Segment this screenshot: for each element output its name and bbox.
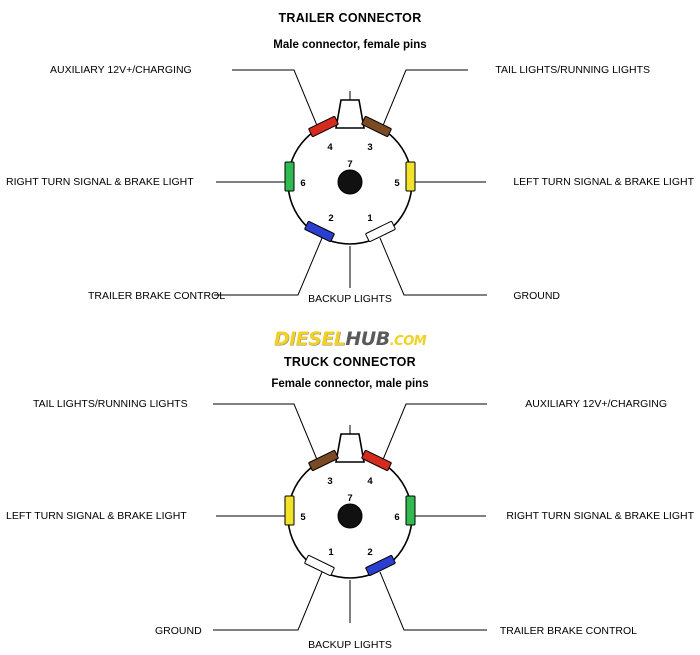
trailer-connector-group <box>6 11 695 305</box>
trailer-label-brake-control: TRAILER BRAKE CONTROL <box>88 290 226 302</box>
trailer-label-aux: AUXILIARY 12V+/CHARGING <box>50 64 192 76</box>
truck-pin-7-number: 7 <box>347 493 353 504</box>
trailer-subtitle: Male connector, female pins <box>273 39 427 51</box>
truck-label-backup: BACKUP LIGHTS <box>308 639 392 651</box>
truck-label-right-turn: RIGHT TURN SIGNAL & BRAKE LIGHT <box>506 510 694 522</box>
trailer-pin-7-center <box>338 170 362 194</box>
trailer-pin-7-number: 7 <box>347 159 353 170</box>
trailer-pin-5-number: 5 <box>394 178 400 189</box>
trailer-label-right-turn: RIGHT TURN SIGNAL & BRAKE LIGHT <box>6 176 194 188</box>
truck-subtitle: Female connector, male pins <box>271 378 429 390</box>
trailer-pin-6-blade <box>285 162 294 191</box>
truck-pin-7-center <box>338 504 362 528</box>
trailer-pin-2-number: 2 <box>328 213 334 224</box>
truck-pin-6-number: 6 <box>394 512 400 523</box>
truck-label-brake-control: TRAILER BRAKE CONTROL <box>499 625 637 637</box>
truck-pin-5-blade <box>285 496 294 525</box>
trailer-connector-tab <box>336 100 364 128</box>
truck-pin-2-number: 2 <box>367 547 373 558</box>
truck-leader-tail <box>213 404 318 462</box>
trailer-label-left-turn: LEFT TURN SIGNAL & BRAKE LIGHT <box>513 176 694 188</box>
trailer-pin-6-number: 6 <box>300 178 306 189</box>
truck-connector-group <box>6 355 695 651</box>
truck-label-ground: GROUND <box>155 625 202 637</box>
trailer-label-ground: GROUND <box>513 290 560 302</box>
truck-pin-5-number: 5 <box>300 512 306 523</box>
truck-label-tail: TAIL LIGHTS/RUNNING LIGHTS <box>33 398 188 410</box>
trailer-pin-3-number: 3 <box>367 142 373 153</box>
trailer-label-tail: TAIL LIGHTS/RUNNING LIGHTS <box>495 64 650 76</box>
trailer-title: TRAILER CONNECTOR <box>278 11 422 25</box>
trailer-leader-tail <box>382 70 468 128</box>
watermark-diesel: DIESEL <box>273 328 346 350</box>
trailer-leader-aux <box>232 70 318 128</box>
trailer-label-backup: BACKUP LIGHTS <box>308 293 392 305</box>
trailer-pin-5-blade <box>406 162 415 191</box>
truck-leader-brake-control <box>380 572 487 630</box>
trailer-pin-1-number: 1 <box>367 213 373 224</box>
trailer-leader-brake-control <box>214 238 322 295</box>
trailer-leader-ground <box>380 238 487 295</box>
watermark-com: .COM <box>389 334 427 349</box>
truck-label-left-turn: LEFT TURN SIGNAL & BRAKE LIGHT <box>6 510 187 522</box>
watermark-hub: HUB <box>345 328 390 350</box>
trailer-pin-4-number: 4 <box>327 142 333 153</box>
truck-pin-4-number: 4 <box>367 476 373 487</box>
truck-leader-aux <box>382 404 487 462</box>
truck-pin-3-number: 3 <box>327 476 333 487</box>
truck-connector-tab <box>336 434 364 462</box>
truck-label-aux: AUXILIARY 12V+/CHARGING <box>525 398 667 410</box>
truck-title: TRUCK CONNECTOR <box>283 355 417 369</box>
truck-pin-6-blade <box>406 496 415 525</box>
watermark <box>0 328 700 350</box>
truck-pin-1-number: 1 <box>328 547 334 558</box>
truck-leader-ground <box>213 572 322 630</box>
